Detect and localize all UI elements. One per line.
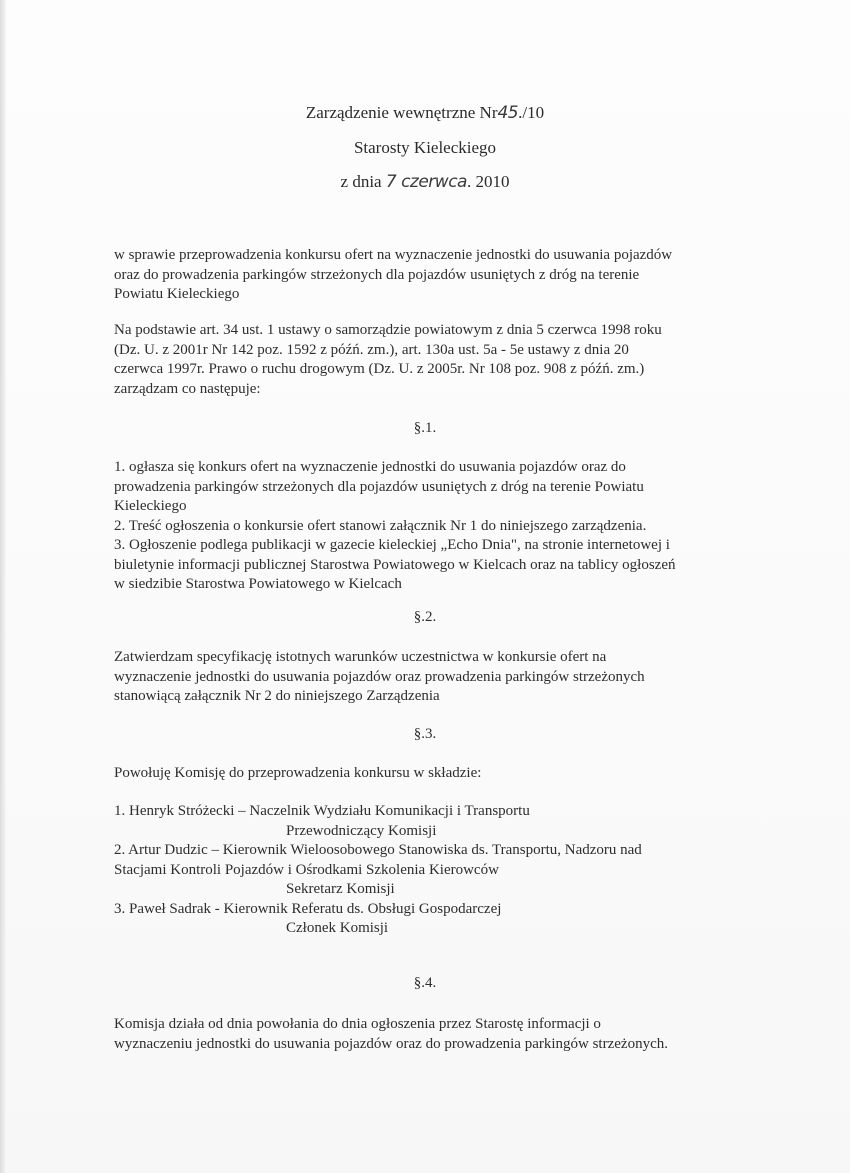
- section-2-line: Zatwierdzam specyfikację istotnych warunków uczestnictwa w konkursie ofert na: [114, 649, 607, 665]
- section-2-line: wyznaczenie jednostki do usuwania pojazdów oraz prowadzenia parkingów strzeżonych: [114, 668, 645, 685]
- section-1-line: biuletynie informacji publicznej Starostwa Powiatowego w Kielcach oraz na tablicy ogłoszeń: [114, 556, 676, 573]
- section-1-line: Kieleckiego: [114, 498, 187, 514]
- section-4-line: Komisja działa od dnia powołania do dnia ogłoszenia przez Starostę informacji o: [114, 1016, 601, 1032]
- title-suffix: ./10: [518, 103, 545, 122]
- section-1-body: [114, 458, 744, 595]
- subject-line: w sprawie przeprowadzenia konkursu ofert na wyznaczenie jednostki do usuwania pojazdów: [114, 247, 673, 263]
- handwritten-number: 45: [497, 103, 519, 123]
- section-3-heading: §.3.: [413, 726, 437, 742]
- section-2-body: [114, 648, 744, 707]
- handwritten-date: 7 czerwca: [385, 172, 467, 192]
- document-title: [0, 102, 850, 124]
- date-prefix: z dnia: [340, 172, 382, 191]
- member-3-role: Członek Komisji: [286, 920, 389, 936]
- member-1-role: Przewodniczący Komisji: [286, 822, 437, 839]
- section-4-body: [114, 1015, 744, 1054]
- section-3-intro-line: Powołuję Komisję do przeprowadzenia konkursu w składzie:: [114, 765, 482, 781]
- commission-members: [114, 802, 744, 939]
- section-1-heading: §.1.: [413, 420, 437, 436]
- legal-basis-line: (Dz. U. z 2001r Nr 142 poz. 1592 z późń. zm.), art. 130a ust. 5a - 5e ustawy z dnia 20: [114, 341, 629, 358]
- section-3-intro: [114, 764, 744, 784]
- section-4-line: wyznaczeniu jednostki do usuwania pojazdów oraz do prowadzenia parkingów strzeżonych.: [114, 1035, 668, 1052]
- section-2-heading: §.2.: [413, 609, 437, 625]
- member-2-line-2: Stacjami Kontroli Pojazdów i Ośrodkami Szkolenia Kierowców: [114, 861, 499, 878]
- legal-basis-block: [114, 321, 744, 399]
- date-suffix: . 2010: [466, 172, 510, 191]
- subject-line: Powiatu Kieleckiego: [114, 286, 240, 302]
- section-1-line: w siedzibie Starostwa Powiatowego w Kielcach: [114, 576, 402, 592]
- section-1-line: prowadzenia parkingów strzeżonych dla pojazdów usuniętych z dróg na terenie Powiatu: [114, 478, 644, 495]
- subject-line: oraz do prowadzenia parkingów strzeżonych dla pojazdów usuniętych z dróg na terenie: [114, 266, 640, 283]
- section-1-line: 1. ogłasza się konkurs ofert na wyznaczenie jednostki do usuwania pojazdów oraz do: [114, 459, 626, 475]
- subject-block: [114, 246, 744, 305]
- member-3: 3. Paweł Sadrak - Kierownik Referatu ds. Obsługi Gospodarczej: [114, 900, 502, 917]
- legal-basis-line: Na podstawie art. 34 ust. 1 ustawy o samorządzie powiatowym z dnia 5 czerwca 1998 roku: [114, 322, 662, 338]
- member-1: 1. Henryk Stróżecki – Naczelnik Wydziału Komunikacji i Transportu: [114, 803, 530, 819]
- member-2-line-1: 2. Artur Dudzic – Kierownik Wieloosobowego Stanowiska ds. Transportu, Nadzoru nad: [114, 842, 642, 858]
- section-4-heading: §.4.: [413, 975, 437, 991]
- title-prefix: Zarządzenie wewnętrzne Nr: [305, 103, 498, 122]
- document-authority: Starosty Kieleckiego: [353, 138, 497, 157]
- section-1-line: 3. Ogłoszenie podlega publikacji w gazecie kieleckiej „Echo Dnia", na stronie internetowej i: [114, 537, 670, 553]
- section-2-line: stanowiącą załącznik Nr 2 do niniejszego Zarządzenia: [114, 688, 440, 704]
- section-1-line: 2. Treść ogłoszenia o konkursie ofert stanowi załącznik Nr 1 do niniejszego zarządzenia.: [114, 517, 647, 534]
- member-2-role: Sekretarz Komisji: [286, 881, 395, 897]
- legal-basis-line: czerwca 1997r. Prawo o ruchu drogowym (Dz. U. z 2005r. Nr 108 poz. 908 z późń. zm.): [114, 361, 645, 377]
- document-date: [0, 171, 850, 193]
- legal-basis-line: zarządzam co następuje:: [114, 380, 261, 397]
